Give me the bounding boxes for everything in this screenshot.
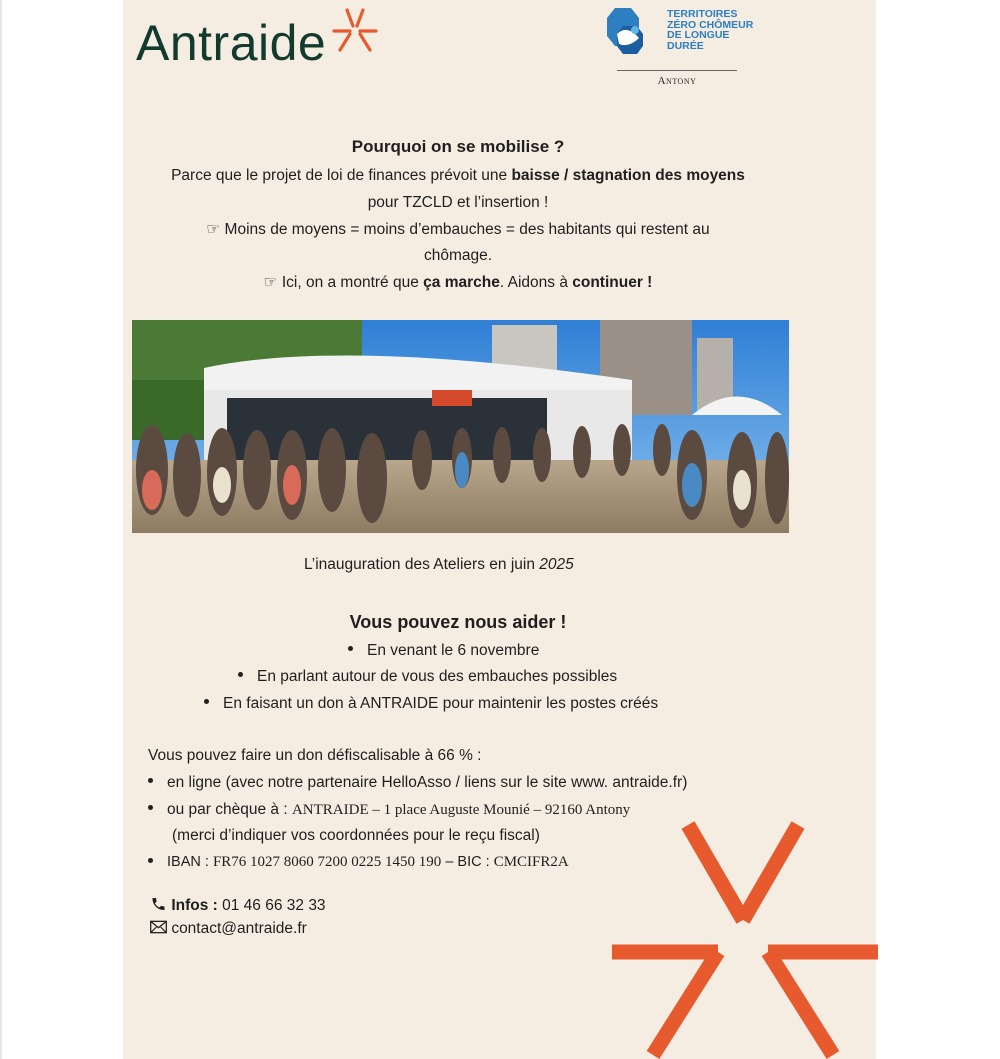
contact-phone: Infos : 01 46 66 32 33: [150, 896, 326, 915]
envelope-icon: [150, 920, 167, 934]
pointing-hand-icon: ☞: [206, 221, 225, 238]
help-item: En venant le 6 novembre: [348, 642, 539, 660]
tzcld-city: Antony: [657, 75, 697, 87]
page-edge: [0, 0, 2, 1059]
donation-online: en ligne (avec notre partenaire HelloAsso / liens sur le site www. antraide.fr): [148, 774, 687, 792]
contact-email: contact@antraide.fr: [150, 920, 307, 938]
tzcld-logo-title: TERRITOIRES ZÉRO CHÔMEUR DE LONGUE DURÉE: [667, 8, 754, 52]
inauguration-photo: [132, 320, 789, 533]
donation-cheque-note: (merci d’indiquer vos coordonnées pour le reçu fiscal): [172, 827, 540, 844]
help-item: En parlant autour de vous des embauches possibles: [238, 668, 617, 686]
bullet-icon: [238, 672, 243, 677]
bullet-icon: [148, 778, 153, 783]
donation-iban: IBAN : FR76 1027 8060 7200 0225 1450 190 – BIC : CMCIFR2A: [148, 854, 569, 871]
pointing-hand-icon: ☞: [263, 274, 282, 291]
help-title: Vous pouvez nous aider !: [349, 612, 567, 632]
bullet-icon: [148, 805, 153, 810]
photo-caption: L’inauguration des Ateliers en juin 2025: [304, 556, 574, 573]
phone-icon: [150, 896, 167, 912]
mobilise-title: Pourquoi on se mobilise ?: [351, 137, 565, 156]
antraide-star-icon: [330, 8, 380, 54]
donation-intro: Vous pouvez faire un don défiscalisable à 66 % :: [148, 747, 482, 764]
mobilise-paragraph-2: ☞ Moins de moyens = moins d’embauches = des habitants qui restent au: [206, 221, 710, 238]
bullet-icon: [204, 699, 209, 704]
donation-cheque: ou par chèque à : ANTRAIDE – 1 place Auguste Mounié – 92160 Antony: [148, 801, 630, 819]
mobilise-paragraph-1: Parce que le projet de loi de finances prévoit une baisse / stagnation des moyens: [171, 167, 745, 184]
tzcld-divider: [617, 70, 737, 71]
mobilise-paragraph-3: ☞ Ici, on a montré que ça marche. Aidons à continuer !: [263, 274, 653, 291]
mobilise-paragraph-1-cont: pour TZCLD et l’insertion !: [367, 194, 549, 211]
bullet-icon: [348, 646, 353, 651]
help-item: En faisant un don à ANTRAIDE pour maintenir les postes créés: [204, 695, 658, 713]
bullet-icon: [148, 858, 153, 863]
mobilise-paragraph-2-cont: chômage.: [423, 247, 493, 264]
antraide-logo-text: Antraide: [136, 15, 327, 71]
decorative-star-icon: [608, 815, 878, 1059]
